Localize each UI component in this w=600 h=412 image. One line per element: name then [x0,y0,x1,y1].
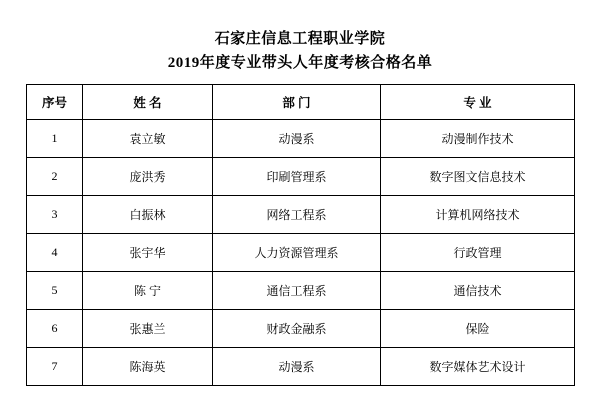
column-header-name: 姓 名 [83,85,213,120]
page-title: 石家庄信息工程职业学院 [214,31,386,47]
cell-name: 陈海英 [83,348,213,386]
cell-major: 动漫制作技术 [381,120,575,158]
cell-name: 陈 宁 [83,272,213,310]
cell-index: 6 [27,310,83,348]
cell-major: 行政管理 [381,234,575,272]
table-row [27,272,575,310]
table-row [27,310,575,348]
column-header-major: 专 业 [381,85,575,120]
cell-index: 7 [27,348,83,386]
cell-major: 通信技术 [381,272,575,310]
cell-index: 4 [27,234,83,272]
cell-department: 动漫系 [213,348,381,386]
table-row [27,348,575,386]
page-subtitle: 2019年度专业带头人年度考核合格名单 [167,55,433,71]
table-row [27,196,575,234]
cell-index: 1 [27,120,83,158]
cell-department: 网络工程系 [213,196,381,234]
cell-name: 张惠兰 [83,310,213,348]
cell-department: 印刷管理系 [213,158,381,196]
cell-name: 张宇华 [83,234,213,272]
cell-index: 2 [27,158,83,196]
cell-index: 3 [27,196,83,234]
column-header-index: 序号 [27,85,83,120]
cell-major: 数字媒体艺术设计 [381,348,575,386]
cell-major: 计算机网络技术 [381,196,575,234]
column-header-department: 部 门 [213,85,381,120]
table-row [27,234,575,272]
roster-table [26,84,575,386]
document-title-block [26,28,574,74]
table-row [27,120,575,158]
table-header-row [27,85,575,120]
cell-major: 保险 [381,310,575,348]
cell-department: 通信工程系 [213,272,381,310]
cell-major: 数字图文信息技术 [381,158,575,196]
cell-name: 庞洪秀 [83,158,213,196]
cell-department: 人力资源管理系 [213,234,381,272]
cell-name: 袁立敏 [83,120,213,158]
table-row [27,158,575,196]
cell-index: 5 [27,272,83,310]
cell-department: 财政金融系 [213,310,381,348]
cell-name: 白振林 [83,196,213,234]
cell-department: 动漫系 [213,120,381,158]
